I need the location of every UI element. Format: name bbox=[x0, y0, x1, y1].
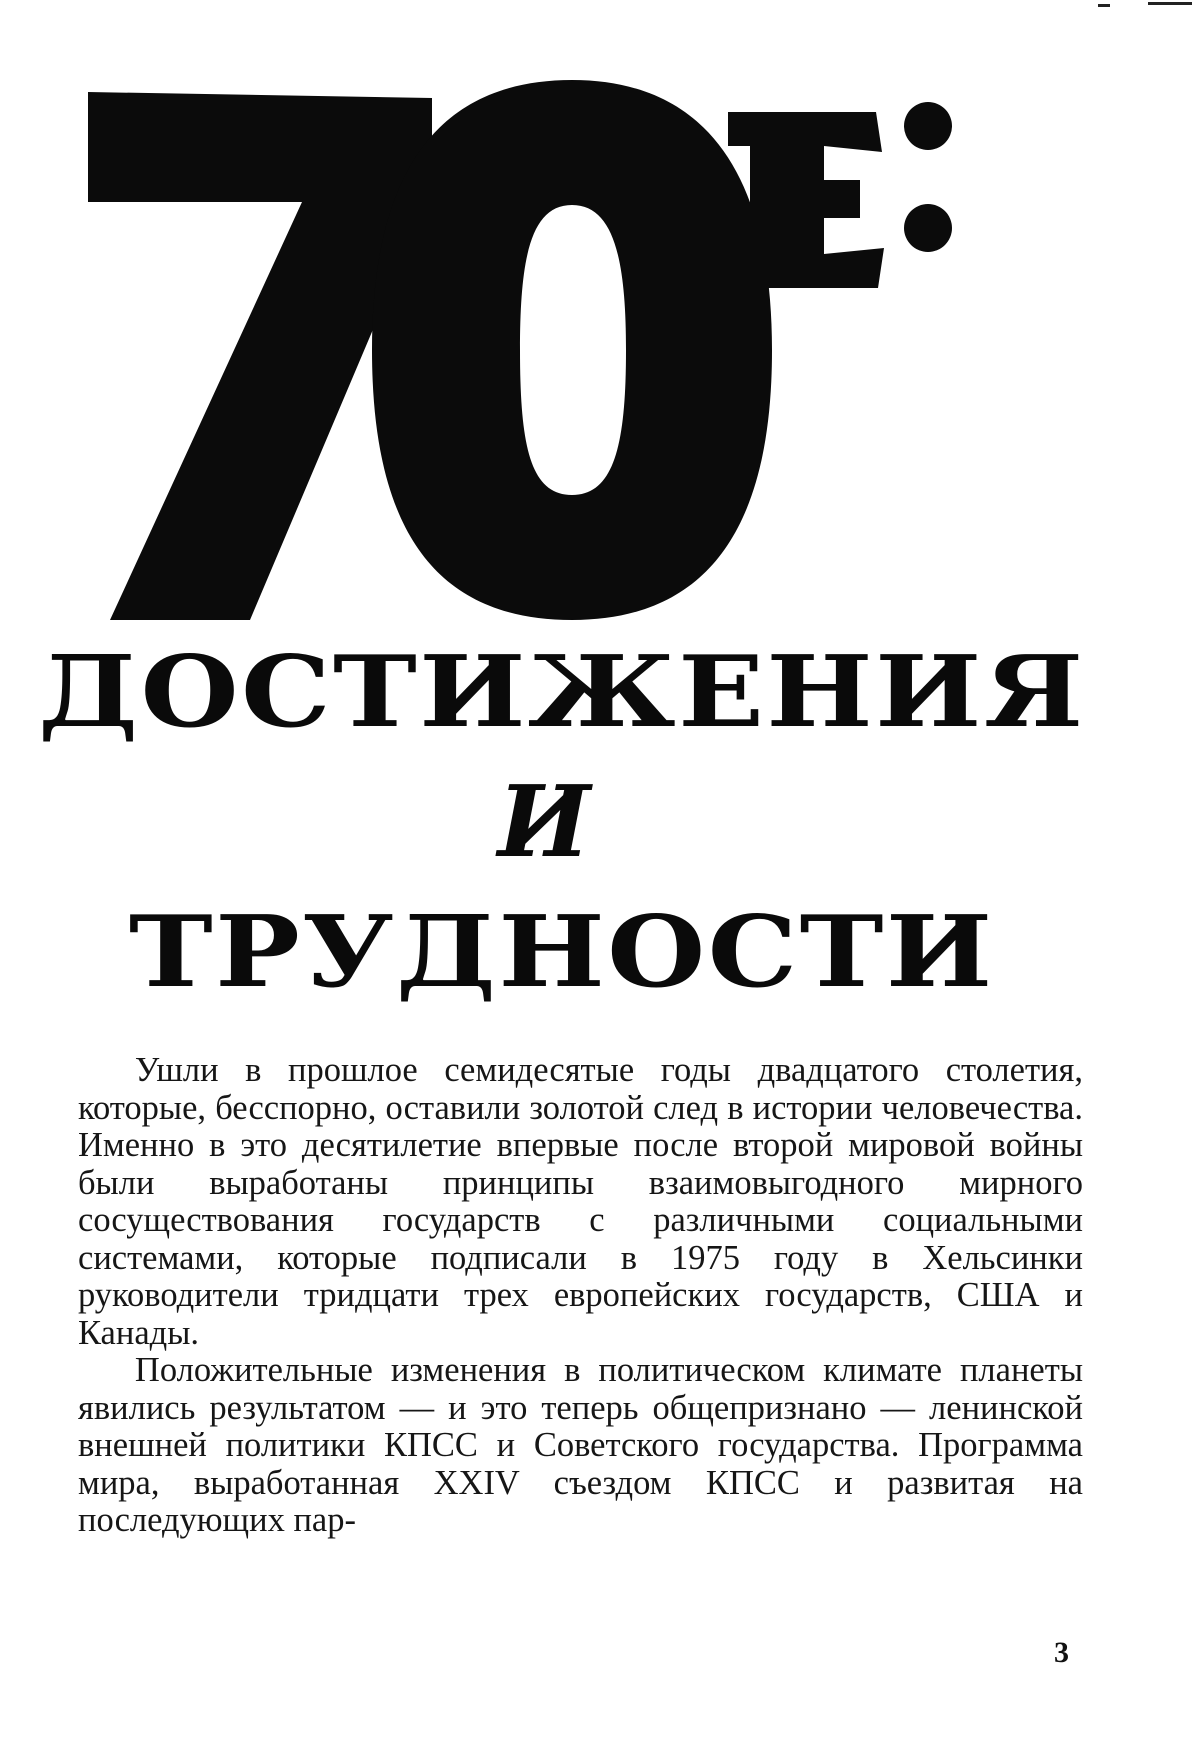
title-letter-e bbox=[728, 112, 884, 288]
title-colon-dot bbox=[904, 102, 952, 150]
scan-mark bbox=[1148, 2, 1192, 5]
paragraph: Положительные изменения в политическом климате планеты явились результатом — и это теперь общепризнано — ленинской внешней политики КПСС и Советского государства. Программа мира, выработанная XXIV съездом КПСС и развитая на последующих пар- bbox=[78, 1351, 1083, 1539]
page-number: 3 bbox=[1054, 1636, 1069, 1669]
title-hyphen bbox=[688, 180, 730, 210]
title-digit-zero bbox=[372, 80, 772, 620]
chapter-title-graphic bbox=[60, 40, 1060, 650]
paragraph: Ушли в прошлое семидесятые годы двадцатого столетия, которые, бесспорно, оставили золотой след в истории человечества. Именно в это десятилетие впервые после второй мировой войны были выработаны принципы взаимовыгодного мирного сосуществования государств с различными социальными системами, которые подписали в 1975 году в Хельсинки руководители тридцати трех европейских государств, США и Канады. bbox=[78, 1051, 1083, 1352]
title-line-difficulties: ТРУДНОСТИ bbox=[128, 895, 995, 1010]
scan-mark bbox=[1098, 4, 1110, 7]
body-text bbox=[78, 1052, 1083, 1540]
title-line-achievements: ДОСТИЖЕНИЯ bbox=[37, 635, 1086, 750]
title-line-and: И bbox=[497, 765, 593, 880]
title-colon-dot bbox=[904, 204, 952, 252]
